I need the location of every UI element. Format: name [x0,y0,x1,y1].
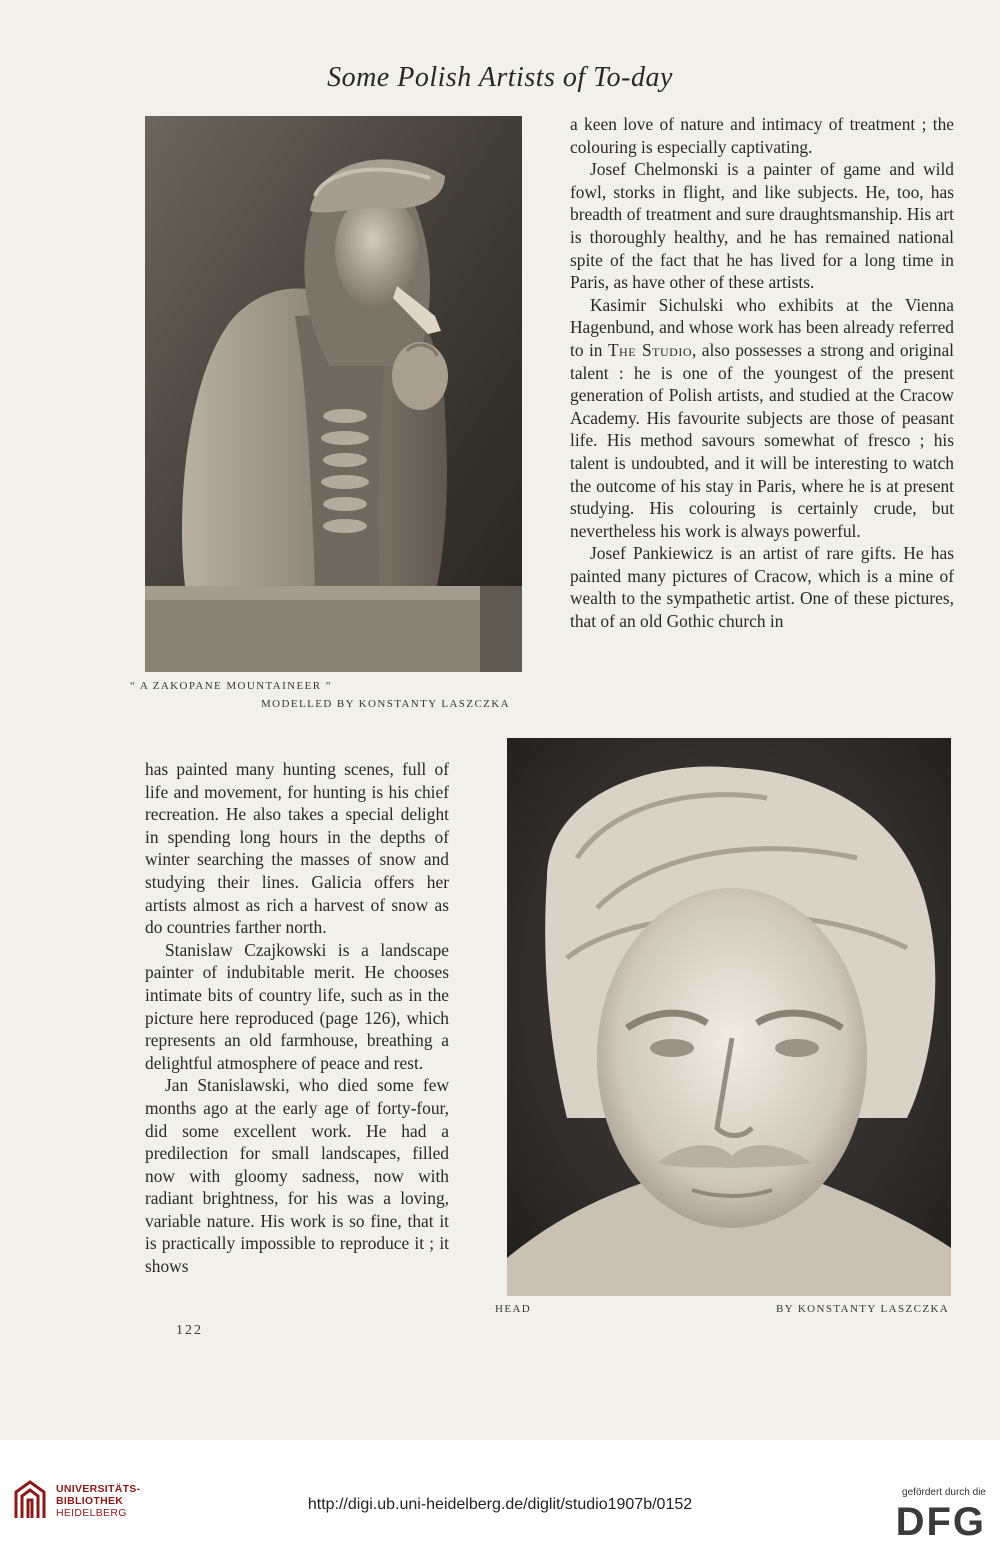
paragraph: a keen love of nature and intimacy of treatment ; the colouring is especially captivating. [570,114,954,157]
sculpture-photo-mountaineer [145,116,522,672]
mountaineer-bust-image [145,116,522,672]
paragraph-text: Kasimir Sichulski who exhibits at the Vienna Hagenbund, and whose work has been already referred to in [570,294,954,360]
right-column-text [570,113,954,633]
paragraph-text: , also possesses a strong and original talent : he is one of the youngest of the present generation of Polish artists, and studied at the Cracow Academy. His favourite subjects are those of peasant life. His method savours somewhat of fresco ; his talent is undoubted, and it will be interesting to watch the outcome of his stay in Paris, where he is at present studying. His colouring is certainly crude, but nevertheless his work is always powerful. [570,339,954,541]
sculpture-photo-head [507,738,951,1296]
paragraph [570,294,954,543]
paragraph: Josef Pankiewicz is an artist of rare gifts. He has painted many pictures of Cracow, which is a mine of wealth to the sympathetic artist. One of these pictures, that of an old Gothic church in [570,543,954,632]
plate-2-caption-credit: BY KONSTANTY LASZCZKA [776,1303,950,1315]
library-name-line: BIBLIOTHEK [56,1495,124,1507]
head-sculpture-image [507,738,951,1296]
plate-1-caption-credit: MODELLED BY KONSTANTY LASZCZKA [261,698,510,710]
left-column-text [145,758,449,1278]
paragraph: has painted many hunting scenes, full of life and movement, for hunting is his chief recreation. He also takes a special delight in spending long hours in the depths of winter searching the masses of snow and studying their lines. Galicia offers her artists almost as rich a harvest of snow as do countries farther north. [145,759,449,938]
paragraph: Josef Chelmonski is a painter of game and wild fowl, storks in flight, and like subjects. He, too, has breadth of treatment and sure draughtsmanship. His art is thoroughly healthy, and he has remained national spite of the fact that he has lived for a long time in Paris, as have other of these artists. [570,159,954,293]
paragraph: Jan Stanislawski, who died some few months ago at the early age of forty-four, did some excellent work. He had a predilection for small landscapes, filled now with gloomy sadness, now with radiant brightness, for his was a loving, variable nature. His work is so fine, that it is practically impossible to reproduce it ; it shows [145,1075,449,1277]
funder-label: gefördert durch die [902,1487,986,1498]
magazine-title: The Studio [607,339,692,360]
digital-library-footer [0,1440,1000,1548]
permalink-url[interactable]: http://digi.ub.uni-heidelberg.de/diglit/studio1907b/0152 [307,1496,693,1513]
paragraph: Stanislaw Czajkowski is a landscape painter of indubitable merit. He chooses intimate bits of country life, such as in the picture here reproduced (page 126), which represents an old farmhouse, breathing a delightful atmosphere of peace and rest. [145,939,449,1073]
plate-2-caption-title: HEAD [495,1303,532,1315]
dfg-logo: DFG [895,1500,986,1544]
page-number: 122 [176,1323,203,1338]
library-name-line: UNIVERSITÄTS- [56,1483,141,1495]
running-head: Some Polish Artists of To-day [327,62,673,93]
plate-1-caption-title: “ A ZAKOPANE MOUNTAINEER ” [130,680,332,692]
library-name-line: HEIDELBERG [56,1507,127,1519]
